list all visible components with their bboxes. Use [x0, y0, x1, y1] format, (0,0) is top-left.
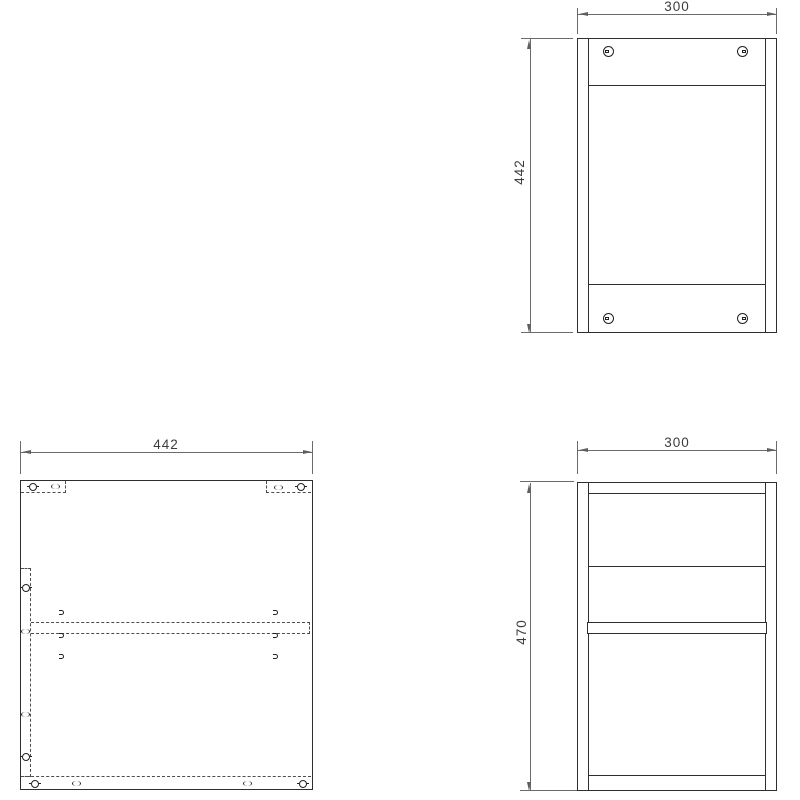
arrowhead-right-icon — [767, 12, 776, 16]
top-rail-line — [588, 493, 766, 494]
panel-edge-line — [765, 483, 766, 790]
cam-notch-icon — [605, 50, 609, 54]
cam-lock-icon — [737, 46, 748, 57]
middle-shelf-front — [587, 622, 767, 634]
cam-notch-icon — [742, 317, 746, 321]
cam-lock-icon — [22, 753, 30, 761]
arrowhead-left-icon — [579, 448, 588, 452]
arrowhead-left-icon — [22, 450, 31, 454]
extension-line — [20, 441, 21, 474]
screw-hole-icon — [59, 633, 64, 638]
screw-hole-icon — [273, 654, 278, 659]
extension-line — [776, 8, 777, 34]
arrowhead-right-icon — [303, 450, 312, 454]
dowel-hole-icon — [274, 485, 283, 490]
bottom-rail-line — [588, 775, 766, 776]
arrowhead-up-icon — [527, 484, 531, 493]
attachment-zone-middle-shelf — [31, 622, 310, 634]
dimension-label-front-height: 470 — [514, 619, 529, 645]
arrowhead-down-icon — [527, 782, 531, 791]
cam-lock-icon — [31, 780, 39, 788]
screw-hole-icon — [273, 610, 278, 615]
dimension-label-back-width: 300 — [664, 0, 690, 14]
panel-edge-line — [588, 39, 589, 332]
attachment-zone-bottom-strip — [21, 776, 311, 788]
dimension-line — [530, 483, 531, 790]
dimension-label-side-width: 442 — [153, 437, 179, 452]
shelf-back-line — [588, 566, 766, 567]
dowel-hole-icon — [21, 712, 30, 717]
cam-lock-icon — [603, 313, 614, 324]
dimension-line — [578, 450, 776, 451]
screw-hole-icon — [273, 633, 278, 638]
arrowhead-up-icon — [527, 40, 531, 49]
cam-lock-icon — [737, 313, 748, 324]
arrowhead-left-icon — [579, 12, 588, 16]
panel-edge-line — [588, 483, 589, 790]
cam-lock-icon — [22, 584, 30, 592]
arrowhead-down-icon — [527, 324, 531, 333]
panel-edge-line — [765, 39, 766, 332]
dowel-hole-icon — [21, 629, 30, 634]
side-panel-view — [20, 480, 313, 790]
extension-line — [577, 441, 578, 474]
cam-lock-icon — [299, 780, 307, 788]
cam-notch-icon — [742, 50, 746, 54]
recess-bottom-line — [588, 284, 766, 285]
screw-hole-icon — [59, 610, 64, 615]
extension-line — [776, 441, 777, 474]
extension-line — [312, 441, 313, 474]
recess-top-line — [588, 85, 766, 86]
dimension-line — [530, 39, 531, 332]
screw-hole-icon — [59, 654, 64, 659]
arrowhead-right-icon — [767, 448, 776, 452]
attachment-zone-left-strip — [21, 568, 31, 777]
dimension-label-front-width: 300 — [664, 435, 690, 450]
back-panel-view — [577, 38, 777, 333]
cam-lock-icon — [297, 483, 305, 491]
dimension-line — [578, 14, 776, 15]
dowel-hole-icon — [72, 781, 81, 786]
cam-notch-icon — [605, 317, 609, 321]
cam-lock-icon — [603, 46, 614, 57]
cam-lock-icon — [29, 483, 37, 491]
dimension-line — [21, 452, 312, 453]
front-view — [577, 482, 777, 791]
dowel-hole-icon — [243, 781, 252, 786]
dimension-label-back-height: 442 — [512, 159, 527, 185]
extension-line — [520, 481, 574, 482]
dowel-hole-icon — [51, 484, 60, 489]
